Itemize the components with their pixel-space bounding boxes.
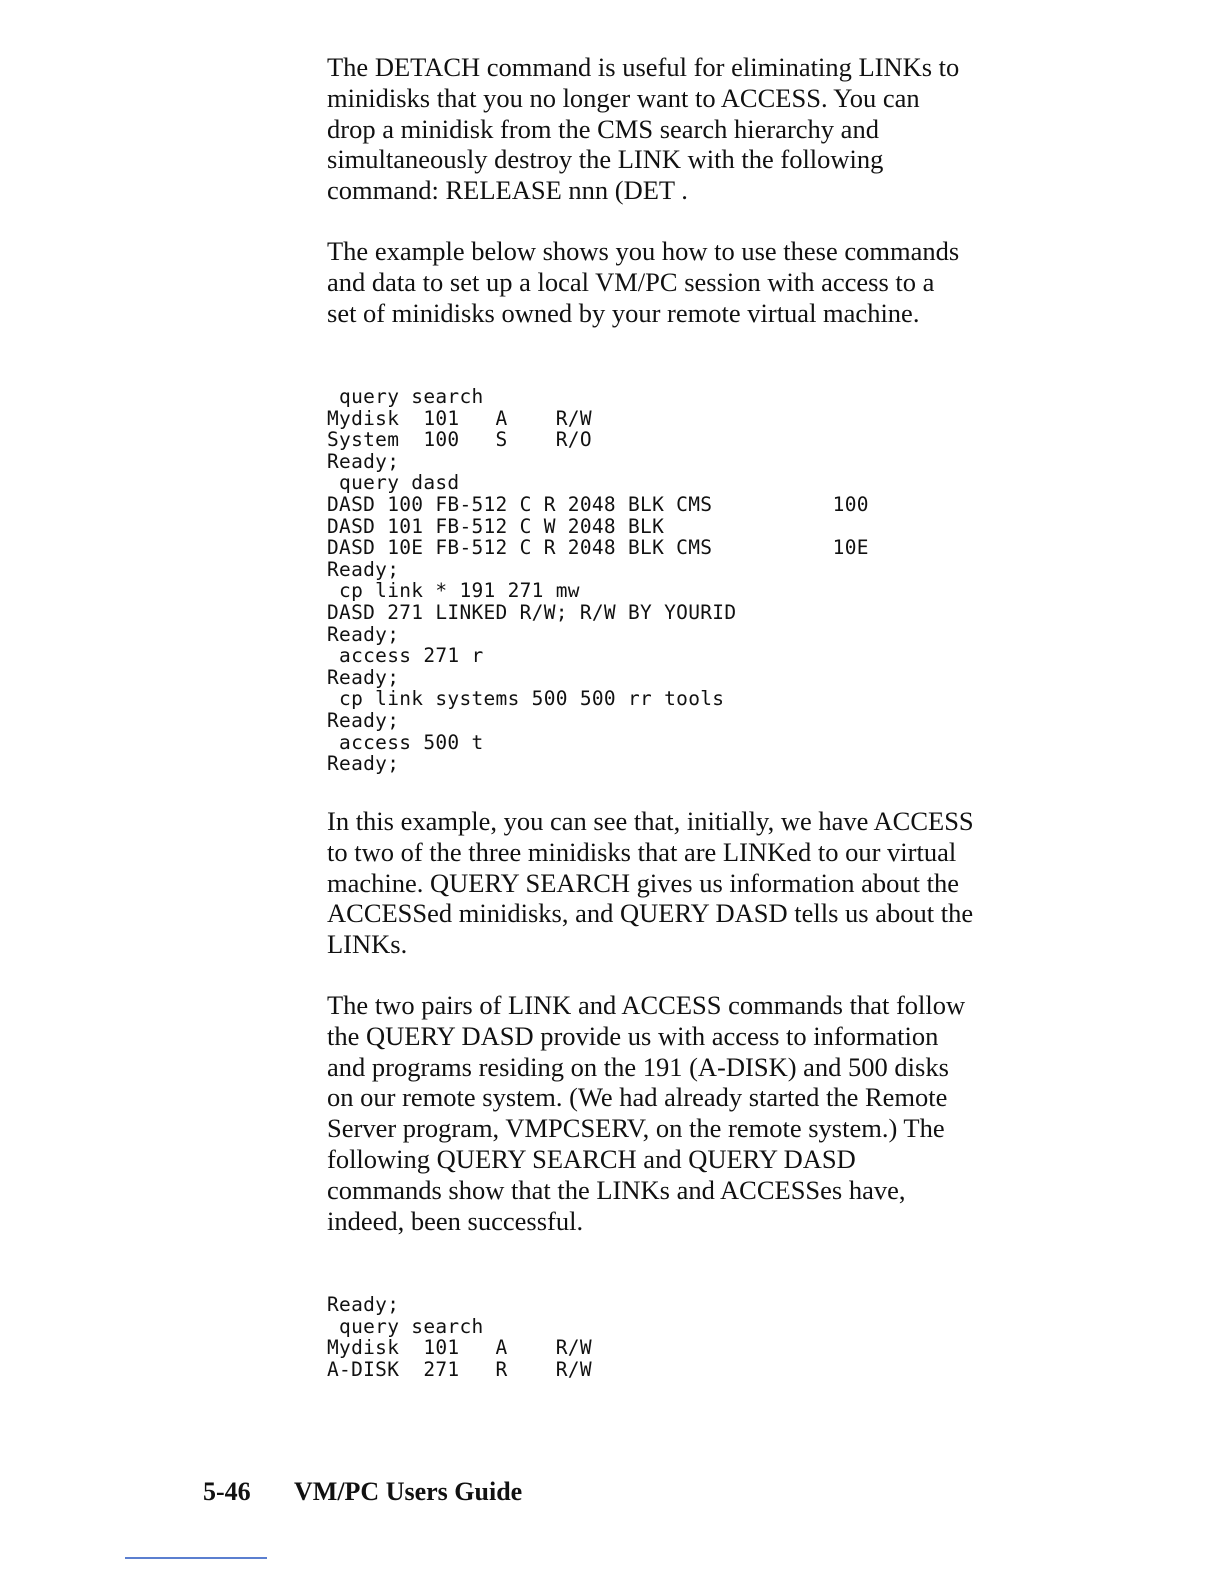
paragraph-detach-command: The DETACH command is useful for eliminating LINKs to minidisks that you no longer want to ACCESS. You can drop a minidisk from the CMS search hierarchy and simultaneously destroy the LINK with the following command: RELEASE nnn (DET .	[327, 52, 960, 206]
paragraph-link-access-pairs: The two pairs of LINK and ACCESS commands that follow the QUERY DASD provide us with access to information and programs residing on the 191 (A-DISK) and 500 disks on our remote system. (We had already started the Remote Server program, VMPCSERV, on the remote system.) The following QUERY SEARCH and QUERY DASD commands show that the LINKs and ACCESSes have, indeed, been successful.	[327, 990, 966, 1236]
page-footer	[203, 1476, 522, 1508]
paragraph-example-intro: The example below shows you how to use these commands and data to set up a local VM/PC session with access to a set of minidisks owned by your remote virtual machine.	[327, 236, 960, 328]
page-number: 5-46	[203, 1477, 251, 1506]
terminal-session-followup: Ready; query search Mydisk 101 A R/W A-DISK 271 R R/W	[327, 1293, 592, 1381]
book-title: VM/PC Users Guide	[294, 1477, 523, 1506]
terminal-session-example: query search Mydisk 101 A R/W System 100 S R/O Ready; query dasd DASD 100 FB-512 C R 2048 BLK CMS 100 DASD 101 FB-512 C W 2048 BLK DASD 10E FB-512 C R 2048 BLK CMS 10E Ready; cp link * 191 271 mw DASD 271 LINKED R/W; R/W BY YOURID Ready; access 271 r Ready; cp link systems 500 500 rr tools Ready; access 500 t Ready;	[327, 385, 869, 776]
paragraph-example-explanation: In this example, you can see that, initially, we have ACCESS to two of the three minidisks that are LINKed to our virtual machine. QUERY SEARCH gives us information about the ACCESSed minidisks, and QUERY DASD tells us about the LINKs.	[327, 806, 974, 960]
scan-edge-line	[125, 1557, 267, 1559]
